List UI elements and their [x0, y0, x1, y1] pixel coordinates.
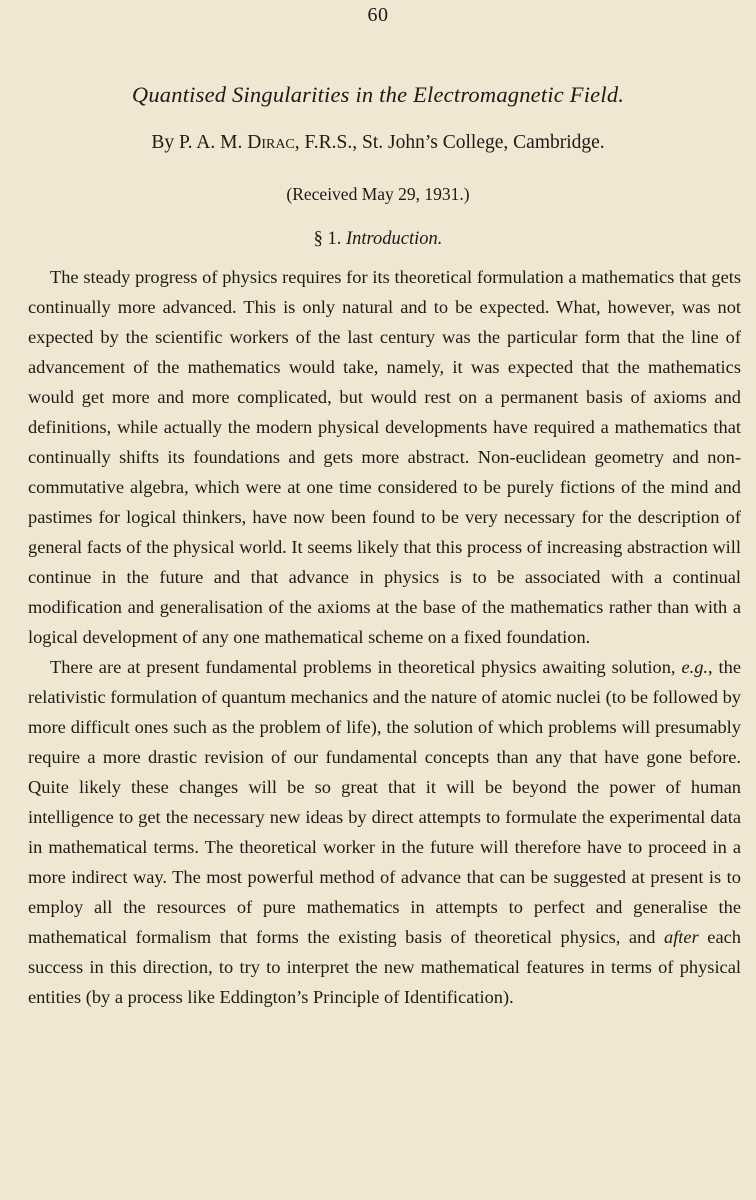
after-emphasis: after	[664, 927, 699, 947]
body-text	[28, 262, 741, 1012]
section-title: Introduction.	[345, 229, 443, 249]
paragraph-2-part-3: each success in this direction, to try to interpret the new mathematical features in terms of physical entities (by a process like Eddington’s Principle of Identification).	[28, 927, 741, 1007]
byline-prefix: By P. A. M.	[151, 132, 243, 153]
paragraph-1: The steady progress of physics requires for its theoretical formulation a mathematics that gets continually more advanced. This is only natural and to be expected. What, however, was not expected by the scientific workers of the last century was the particular form that the line of advancement of the mathematics would take, namely, it was expected that the mathematics would get more and more complicated, but would rest on a permanent basis of axioms and definitions, while actually the modern physical developments have required a mathematics that continually shifts its foundations and gets more abstract. Non-euclidean geometry and non-commutative algebra, which were at one time considered to be purely fictions of the mind and pastimes for logical thinkers, have now been found to be very necessary for the description of general facts of the physical world. It seems likely that this process of increasing abstraction will continue in the future and that advance in physics is to be associated with a continual modification and generalisation of the axioms at the base of the mathematics rather than with a logical development of any one mathematical scheme on a fixed foundation.	[28, 267, 741, 647]
eg-abbreviation: e.g.	[681, 657, 708, 677]
section-number: § 1.	[313, 229, 342, 249]
paragraph-2-part-1: There are at present fundamental problems in theoretical physics awaiting solution,	[50, 657, 676, 677]
received-date: (Received May 29, 1931.)	[286, 184, 470, 204]
paper-title: Quantised Singularities in the Electromagnetic Field.	[131, 82, 625, 107]
byline-affiliation: , F.R.S., St. John’s College, Cambridge.	[294, 132, 605, 153]
page-number: 60	[367, 4, 389, 26]
section-heading	[0, 229, 756, 250]
paragraph-2	[28, 652, 741, 1012]
author-surname: Dirac	[247, 132, 295, 153]
paragraph-2-part-2: , the relativistic formulation of quantum mechanics and the nature of atomic nuclei (to be followed by more difficult ones such as the problem of life), the solution of which problems will presumably require a more drastic revision of our fundamental concepts than any that have gone before. Quite likely these changes will be so great that it will be beyond the power of human intelligence to get the necessary new ideas by direct attempts to formulate the experimental data in mathematical terms. The theoretical worker in the future will therefore have to proceed in a more indirect way. The most powerful method of advance that can be suggested at present is to employ all the resources of pure mathematics in attempts to perfect and generalise the mathematical formalism that forms the existing basis of theoretical physics, and	[28, 657, 741, 947]
author-byline	[0, 132, 756, 154]
